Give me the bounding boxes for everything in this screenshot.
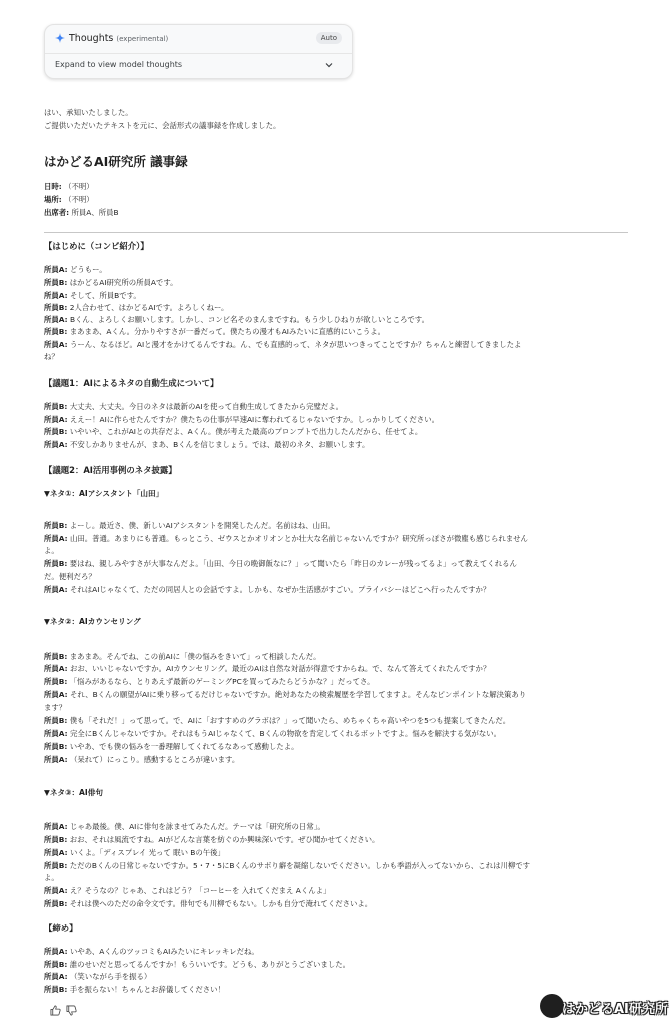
speaker: 所員B: [44,960,68,969]
utterance: おお、それは風流ですね。AIがどんな言葉を紡ぐのか興味深いです。ぜひ聞かせてください。 [69,835,380,844]
dialogue-line [44,558,517,569]
dialogue-line-cont [44,702,66,713]
meta-label: 場所: [44,195,62,204]
utterance: いやあ、でも僕の悩みを一番理解してくれてるなあって感動したよ。 [69,742,299,751]
thoughts-subtitle: (experimental) [116,35,169,43]
dialogue-line [44,533,528,544]
utterance: だ。便利だろ？ [44,572,96,581]
speaker: 所員A: [44,729,68,738]
chevron-down-icon[interactable] [324,60,334,70]
dialogue-line [44,401,343,412]
utterance: まあまあ。そんでね、この前AIに「僕の悩みをきいて」って相談したんだ。 [69,652,321,661]
utterance: （笑いながら手を振る） [69,972,152,981]
dialogue-line [44,302,228,313]
speaker: 所員A: [44,972,68,981]
speaker: 所員A: [44,534,68,543]
section-heading-intro: 【はじめに（コンビ紹介）】 [44,241,149,251]
thumbs-up-icon[interactable] [50,1005,61,1016]
utterance: はかどるAI研究所の所員Aです。 [69,278,178,287]
intro-line: ご提供いただいたテキストを元に、会話形式の議事録を作成しました。 [44,121,281,130]
utterance: いやあ、AくんのツッコミもAIみたいにキレッキレだね。 [69,947,259,956]
speaker: 所員A: [44,340,68,349]
watermark-logo [540,992,668,1022]
expand-thoughts-button[interactable] [45,53,352,78]
dialogue-line [44,439,369,450]
speaker: 所員A: [44,822,68,831]
meta-label: 出席者: [44,208,70,217]
dialogue-line [44,663,490,674]
utterance: いやいや、これがAIとの共存だよ、Aくん。僕が考えた最高のプロンプトで出力したんだから、任せてよ。 [69,427,423,436]
utterance: それは僕へのただの命令文です。俳句でも川柳でもない。しかも自分で淹れてくださいよ。 [69,899,373,908]
speaker: 所員B: [44,985,68,994]
dialogue-line-cont [44,545,59,556]
speaker: 所員A: [44,664,68,673]
meta-value: （不明） [64,182,94,191]
speaker: 所員A: [44,886,68,895]
section-heading-closing: 【締め】 [44,923,78,933]
dialogue-line [44,741,298,752]
section-heading-topic2: 【議題2：AI活用事例のネタ披露】 [44,465,177,475]
utterance: 大丈夫、大丈夫。今日のネタは最新のAIを使って自動生成してきたから完璧だよ。 [69,402,344,411]
speaker: 所員B: [44,427,68,436]
neta-heading-3: ▼ネタ③：AI俳句 [44,788,103,797]
utterance: え？そうなの？じゃあ、これはどう？「コーヒーを 入れてくだまえ Aくんよ」 [69,886,331,895]
dialogue-line [44,584,490,595]
meta-label: 日時: [44,182,62,191]
utterance: いくよ。「ディスプレイ 光って 眠い Bの午後」 [69,848,225,857]
utterance: Bくん、よろしくお願いします。しかし、コンビ名そのまんまですね。もう少しひねりが欲しいところです。 [69,315,429,324]
meta-value: 所員A、所員B [71,208,119,217]
speaker: 所員A: [44,315,68,324]
utterance: 要はね、親しみやすさが大事なんだよ。「山田、今日の晩御飯なに？」って聞いたら「昨日のカレーが残ってるよ」って教えてくれるん [69,559,517,568]
dialogue-line [44,290,141,301]
dialogue-line [44,426,422,437]
dialogue-line [44,946,259,957]
dialogue-line [44,847,225,858]
speaker: 所員B: [44,716,68,725]
dialogue-line [44,984,225,995]
spark-icon [55,33,65,43]
dialogue-line [44,339,521,350]
thoughts-header[interactable] [45,25,352,54]
utterance: 誰のせいだと思ってるんですか！もういいです。どうも、ありがとうございました。 [69,960,350,969]
dialogue-line [44,834,379,845]
utterance: ます？ [44,703,67,712]
utterance: よ。 [44,546,59,555]
dialogue-line [44,898,372,909]
dialogue-line [44,520,335,531]
meta-attendees [44,207,119,218]
neta-heading-2: ▼ネタ②：AIカウンセリング [44,617,141,626]
dialogue-line-cont [44,571,96,582]
dialogue-line-cont [44,351,59,362]
speaker: 所員B: [44,402,68,411]
speaker: 所員A: [44,848,68,857]
dialogue-line [44,689,526,700]
dialogue-line [44,860,530,871]
thoughts-title-row [69,33,168,44]
thumbs-down-icon[interactable] [66,1005,77,1016]
utterance: 「悩みがあるなら、とりあえず最新のゲーミングPCを買ってみたらどうかな？」だってさ。 [69,677,375,686]
thinking-mode-chip[interactable]: Auto [316,32,342,44]
speaker: 所員A: [44,291,68,300]
utterance: うーん、なるほど。AIと漫才をかけてるんですね。ん、でも直感的って、ネタが思いつきってことですか？ちゃんと練習してきましたよ [69,340,522,349]
dialogue-line [44,959,350,970]
doc-title: はかどるAI研究所 議事録 [44,154,188,169]
utterance: よ。 [44,873,59,882]
dialogue-line [44,314,429,325]
speaker: 所員B: [44,835,68,844]
speaker: 所員B: [44,303,68,312]
utterance: どうもー。 [69,265,107,274]
dialogue-line [44,728,501,739]
speaker: 所員B: [44,899,68,908]
utterance: それ、Bくんの願望がAIに乗り移ってるだけじゃないですか。絶対あなたの検索履歴を学習してますよ。そんなピンポイントな解決策あり [69,690,527,699]
speaker: 所員B: [44,742,68,751]
thoughts-title: Thoughts [69,33,114,44]
speaker: 所員B: [44,327,68,336]
utterance: 不安しかありませんが、まあ、Bくんを信じましょう。では、最初のネタ、お願いします。 [69,440,370,449]
utterance: ね？ [44,352,59,361]
dialogue-line [44,326,385,337]
section-heading-topic1: 【議題1：AIによるネタの自動生成について】 [44,378,219,388]
speaker: 所員B: [44,861,68,870]
meta-place [44,194,94,205]
meta-date [44,181,94,192]
speaker: 所員A: [44,755,68,764]
speaker: 所員B: [44,521,68,530]
dialogue-line [44,754,239,765]
dialogue-line [44,885,330,896]
dialogue-line [44,651,321,662]
dialogue-line [44,277,178,288]
dialogue-line [44,821,325,832]
dialogue-line [44,414,439,425]
utterance: 手を振らない！ちゃんとお辞儀してください！ [69,985,225,994]
utterance: ええー！AIに作らせたんですか？僕たちの仕事が早速AIに奪われてるじゃないですか。しっかりしてください。 [69,415,439,424]
utterance: まあまあ、Aくん。分かりやすさが一番だって。僕たちの漫才もAIみたいに直感的にいこうよ。 [69,327,386,336]
dialogue-line [44,715,510,726]
speaker: 所員A: [44,265,68,274]
logo-mark-icon [540,994,564,1018]
dialogue-line [44,676,375,687]
utterance: 完全にBくんじゃないですか。それはもうAIじゃなくて、Bくんの物欲を肯定してくれるボットですよ。悩みを解決する気がない。 [69,729,502,738]
dialogue-line [44,971,151,982]
dialogue-line [44,264,107,275]
divider [44,232,628,233]
utterance: じゃあ最後。僕、AIに俳句を詠ませてみたんだ。テーマは「研究所の日常」。 [69,822,325,831]
speaker: 所員B: [44,677,68,686]
speaker: 所員B: [44,278,68,287]
speaker: 所員A: [44,690,68,699]
utterance: よーし。最近さ、僕、新しいAIアシスタントを開発したんだ。名前はね、山田。 [69,521,335,530]
speaker: 所員A: [44,415,68,424]
speaker: 所員A: [44,585,68,594]
meta-value: （不明） [64,195,94,204]
utterance: そして、所員Bです。 [69,291,141,300]
utterance: 2人合わせて、はかどるAIです。よろしくねー。 [69,303,229,312]
dialogue-line-cont [44,872,59,883]
watermark-text: はかどるAI研究所 [562,1002,668,1017]
intro-line: はい、承知いたしました。 [44,108,133,117]
utterance: ただのBくんの日常じゃないですか。5・7・5にBくんのサボり癖を凝縮しないでください。しかも季語が入ってないから、これは川柳です [69,861,531,870]
speaker: 所員A: [44,440,68,449]
expand-thoughts-label: Expand to view model thoughts [55,60,183,69]
utterance: 山田。普通。あまりにも普通。もっとこう、ゼウスとかオリオンとか壮大な名前じゃないんですか？研究所っぽさが微塵も感じられません [69,534,528,543]
thoughts-panel[interactable] [44,24,353,79]
utterance: （呆れて）にっこり。感動するところが違います。 [69,755,240,764]
utterance: 僕も「それだ！」って思って。で、AIに「おすすめのグラボは？」って聞いたら、めちゃくちゃ高いやつを5つも提案してきたんだ。 [69,716,511,725]
speaker: 所員A: [44,947,68,956]
speaker: 所員B: [44,652,68,661]
speaker: 所員B: [44,559,68,568]
neta-heading-1: ▼ネタ①：AIアシスタント「山田」 [44,489,164,498]
utterance: それはAIじゃなくて、ただの同居人との会話ですよ。しかも、なぜか生活感がすごい。プライバシーはどこへ行ったんですか？ [69,585,491,594]
utterance: おお、いいじゃないですか。AIカウンセリング。最近のAIは自然な対話が得意ですからね。で、なんて答えてくれたんですか？ [69,664,491,673]
